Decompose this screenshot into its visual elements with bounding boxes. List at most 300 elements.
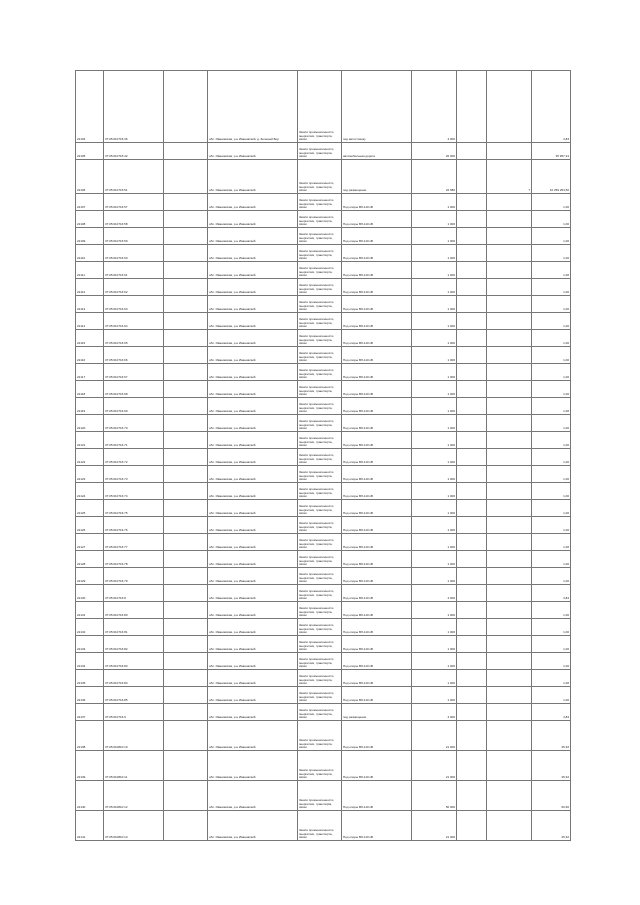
val-cell (457, 398, 487, 415)
table-row (76, 245, 571, 262)
use-cell: Под опоры ВЛ-110 кВ (342, 636, 412, 653)
last-cell: 1,00 (532, 313, 571, 330)
area-cell: 21 000 (412, 811, 457, 841)
id-cell: 22137 (76, 704, 104, 721)
table-row (76, 500, 571, 517)
id-cell: 22110 (76, 245, 104, 262)
last-cell: 1,00 (532, 398, 571, 415)
area-cell: 1 000 (412, 551, 457, 568)
val-cell (457, 619, 487, 636)
cad-cell: 37:05:010716:75 (104, 500, 164, 517)
addr-cell: обл. Ивановская, р-н Ивановский (208, 143, 298, 160)
table-row (76, 670, 571, 687)
addr-cell: обл. Ивановская, р-н Ивановский (208, 704, 298, 721)
val-cell (457, 381, 487, 398)
val-cell (457, 653, 487, 670)
cad-cell: 37:05:010716:63 (104, 296, 164, 313)
cad-cell: 37:05:010715:42 (104, 143, 164, 160)
cad-cell: 37:05:010716:82 (104, 636, 164, 653)
empty-cell (164, 721, 208, 751)
addr-cell: обл. Ивановская, р-н Ивановский (208, 721, 298, 751)
table-row (76, 296, 571, 313)
id-cell: 22112 (76, 279, 104, 296)
last-cell: 4,84 (532, 704, 571, 721)
area-cell: 22 580 (412, 160, 457, 194)
val-cell (457, 811, 487, 841)
table-row (76, 781, 571, 811)
val-cell (457, 751, 487, 781)
empty-cell (164, 619, 208, 636)
category-cell: Земли промышленности, энергетики, транспорта, связи (298, 704, 342, 721)
id-cell: 22119 (76, 398, 104, 415)
empty-cell (164, 364, 208, 381)
table-row (76, 160, 571, 194)
last-cell: 1,00 (532, 245, 571, 262)
id-cell: 22124 (76, 483, 104, 500)
category-cell: Земли промышленности, энергетики, транспорта, связи (298, 687, 342, 704)
use-cell: Под опоры ВЛ-110 кВ (342, 619, 412, 636)
area-cell: 1 000 (412, 279, 457, 296)
val-cell (457, 687, 487, 704)
extra-cell (487, 296, 532, 313)
extra-cell (487, 245, 532, 262)
cad-cell: 37:05:010716:65 (104, 330, 164, 347)
last-cell: 60,60 (532, 781, 571, 811)
use-cell: Под опоры ВЛ-110 кВ (342, 228, 412, 245)
last-cell: 1,00 (532, 194, 571, 211)
last-cell: 1,00 (532, 568, 571, 585)
category-cell: Земли промышленности, энергетики, транспорта, связи (298, 160, 342, 194)
area-cell: 1 000 (412, 415, 457, 432)
val-cell (457, 160, 487, 194)
table-row (76, 568, 571, 585)
id-cell: 22113 (76, 296, 104, 313)
empty-cell (164, 534, 208, 551)
table-row (76, 687, 571, 704)
extra-cell (487, 330, 532, 347)
empty-cell (164, 432, 208, 449)
category-cell: Земли промышленности, энергетики, транспорта, связи (298, 71, 342, 143)
use-cell: Под опоры ВЛ-110 кВ (342, 687, 412, 704)
category-cell: Земли промышленности, энергетики, транспорта, связи (298, 398, 342, 415)
area-cell: 21 000 (412, 721, 457, 751)
addr-cell: обл. Ивановская, р-н Ивановский (208, 751, 298, 781)
cad-cell: 37:05:010810:12 (104, 781, 164, 811)
table-row (76, 228, 571, 245)
use-cell: Под опоры ВЛ-110 кВ (342, 653, 412, 670)
category-cell: Земли промышленности, энергетики, транспорта, связи (298, 313, 342, 330)
cad-cell: 37:05:010716:84 (104, 670, 164, 687)
use-cell: Под опоры ВЛ-110 кВ (342, 670, 412, 687)
last-cell: 1,00 (532, 517, 571, 534)
empty-cell (164, 449, 208, 466)
val-cell (457, 211, 487, 228)
empty-cell (164, 781, 208, 811)
val-cell (457, 704, 487, 721)
table-row (76, 551, 571, 568)
cad-cell: 37:05:010716:70 (104, 415, 164, 432)
val-cell (457, 585, 487, 602)
val-cell (457, 262, 487, 279)
category-cell: Земли промышленности, энергетики, транспорта, связи (298, 211, 342, 228)
area-cell: 1 000 (412, 211, 457, 228)
addr-cell: обл. Ивановская, р-н Ивановский (208, 653, 298, 670)
table-row (76, 398, 571, 415)
table-row (76, 751, 571, 781)
addr-cell: обл. Ивановская, р-н Ивановский (208, 534, 298, 551)
cad-cell: 37:05:010716:69 (104, 398, 164, 415)
id-cell: 22116 (76, 347, 104, 364)
extra-cell (487, 585, 532, 602)
id-cell: 22127 (76, 534, 104, 551)
last-cell: 1,00 (532, 296, 571, 313)
extra-cell (487, 432, 532, 449)
area-cell: 1 000 (412, 262, 457, 279)
id-cell: 22114 (76, 313, 104, 330)
empty-cell (164, 279, 208, 296)
extra-cell (487, 211, 532, 228)
category-cell: Земли промышленности, энергетики, транспорта, связи (298, 415, 342, 432)
area-cell: 1 000 (412, 194, 457, 211)
area-cell: 1 000 (412, 602, 457, 619)
use-cell: Под опоры ВЛ-110 кВ (342, 721, 412, 751)
cad-cell: 37:05:010716:81 (104, 619, 164, 636)
last-cell: 1,00 (532, 228, 571, 245)
category-cell: Земли промышленности, энергетики, транспорта, связи (298, 636, 342, 653)
area-cell: 1 000 (412, 619, 457, 636)
table-row (76, 313, 571, 330)
empty-cell (164, 313, 208, 330)
area-cell: 4 000 (412, 585, 457, 602)
id-cell: 22122 (76, 449, 104, 466)
use-cell: Под опоры ВЛ-110 кВ (342, 781, 412, 811)
id-cell: 22133 (76, 636, 104, 653)
id-cell: 22140 (76, 781, 104, 811)
extra-cell (487, 534, 532, 551)
use-cell: Под опоры ВЛ-110 кВ (342, 364, 412, 381)
area-cell: 1 000 (412, 687, 457, 704)
id-cell: 22115 (76, 330, 104, 347)
id-cell: 22126 (76, 517, 104, 534)
cad-cell: 37:05:010716:78 (104, 551, 164, 568)
use-cell: Под опоры ВЛ-110 кВ (342, 381, 412, 398)
table-row (76, 364, 571, 381)
use-cell: под размещение (342, 160, 412, 194)
area-cell: 1 000 (412, 432, 457, 449)
val-cell (457, 313, 487, 330)
category-cell: Земли промышленности, энергетики, транспорта, связи (298, 653, 342, 670)
use-cell: Под опоры ВЛ-110 кВ (342, 568, 412, 585)
extra-cell (487, 398, 532, 415)
addr-cell: обл. Ивановская, р-н Ивановский (208, 483, 298, 500)
empty-cell (164, 143, 208, 160)
last-cell: 25,32 (532, 721, 571, 751)
id-cell: 22132 (76, 619, 104, 636)
extra-cell (487, 670, 532, 687)
category-cell: Земли промышленности, энергетики, транспорта, связи (298, 279, 342, 296)
last-cell: 1,00 (532, 619, 571, 636)
extra-cell (487, 194, 532, 211)
table-row (76, 415, 571, 432)
cad-cell: 37:05:010716:61 (104, 262, 164, 279)
extra-cell (487, 228, 532, 245)
last-cell: 1,00 (532, 653, 571, 670)
use-cell: Под опоры ВЛ-110 кВ (342, 585, 412, 602)
last-cell: 1,00 (532, 636, 571, 653)
cad-cell: 37:05:010716:72 (104, 449, 164, 466)
addr-cell: обл. Ивановская, р-н Ивановский (208, 364, 298, 381)
extra-cell (487, 279, 532, 296)
extra-cell (487, 483, 532, 500)
area-cell: 1 000 (412, 636, 457, 653)
cad-cell: 37:05:010716:66 (104, 347, 164, 364)
category-cell: Земли промышленности, энергетики, транспорта, связи (298, 517, 342, 534)
register-sheet (75, 70, 570, 841)
val-cell (457, 432, 487, 449)
area-cell: 1 000 (412, 449, 457, 466)
extra-cell (487, 364, 532, 381)
category-cell: Земли промышленности, энергетики, транспорта, связи (298, 245, 342, 262)
category-cell: Земли промышленности, энергетики, транспорта, связи (298, 194, 342, 211)
addr-cell: обл. Ивановская, р-н Ивановский (208, 398, 298, 415)
empty-cell (164, 687, 208, 704)
table-row (76, 449, 571, 466)
use-cell: под размещение (342, 704, 412, 721)
cad-cell: 37:05:010810:11 (104, 751, 164, 781)
addr-cell: обл. Ивановская, р-н Ивановский (208, 670, 298, 687)
last-cell: 1,00 (532, 381, 571, 398)
id-cell: 22134 (76, 653, 104, 670)
category-cell: Земли промышленности, энергетики, транспорta, связи (298, 781, 342, 811)
use-cell: Под опоры ВЛ-110 кВ (342, 534, 412, 551)
category-cell: Земли промышленности, энергетики, транспорта, связи (298, 364, 342, 381)
category-cell: Земли промышленности, энергетики, транспорта, связи (298, 568, 342, 585)
use-cell: Под опоры ВЛ-110 кВ (342, 330, 412, 347)
empty-cell (164, 517, 208, 534)
last-cell: 35 957,34 (532, 143, 571, 160)
category-cell: Земли промышленности, энергетики, транспорта, связи (298, 483, 342, 500)
id-cell: 22109 (76, 228, 104, 245)
id-cell: 22139 (76, 751, 104, 781)
empty-cell (164, 71, 208, 143)
last-cell: 10 259 254,56 (532, 160, 571, 194)
table-row (76, 330, 571, 347)
addr-cell: обл. Ивановская, р-н Ивановский (208, 636, 298, 653)
extra-cell (487, 636, 532, 653)
empty-cell (164, 602, 208, 619)
last-cell: 1,00 (532, 483, 571, 500)
extra-cell (487, 71, 532, 143)
use-cell: Под опоры ВЛ-110 кВ (342, 751, 412, 781)
category-cell: Земли промышленности, энергетики, транспорта, связи (298, 228, 342, 245)
val-cell (457, 279, 487, 296)
addr-cell: обл. Ивановская, р-н Ивановский (208, 211, 298, 228)
extra-cell (487, 781, 532, 811)
table-row (76, 653, 571, 670)
cad-cell: 37:05:010716:60 (104, 245, 164, 262)
empty-cell (164, 245, 208, 262)
id-cell: 22136 (76, 687, 104, 704)
category-cell: Земли промышленности, энергетики, транспорта, связи (298, 381, 342, 398)
cad-cell: 37:05:010716:8 (104, 585, 164, 602)
last-cell: 1,00 (532, 500, 571, 517)
category-cell: Земли промышленности, энергетики, транспорта, связи (298, 811, 342, 841)
cad-cell: 37:05:010716:76 (104, 517, 164, 534)
cad-cell: 37:05:010716:59 (104, 228, 164, 245)
addr-cell: обл. Ивановская, р-н Ивановский (208, 347, 298, 364)
addr-cell: обл. Ивановская, р-н Ивановский (208, 296, 298, 313)
id-cell: 22123 (76, 466, 104, 483)
val-cell (457, 781, 487, 811)
addr-cell: обл. Ивановская, р-н Ивановский (208, 585, 298, 602)
area-cell: 1 000 (412, 466, 457, 483)
empty-cell (164, 262, 208, 279)
cad-cell: 37:05:010716:71 (104, 432, 164, 449)
table-row (76, 432, 571, 449)
empty-cell (164, 296, 208, 313)
area-cell: 4 000 (412, 71, 457, 143)
category-cell: Земли промышленности, энергетики, транспорта, связи (298, 262, 342, 279)
extra-cell (487, 687, 532, 704)
addr-cell: обл. Ивановская, р-н Ивановский (208, 330, 298, 347)
empty-cell (164, 636, 208, 653)
id-cell: 22128 (76, 551, 104, 568)
id-cell: 22135 (76, 670, 104, 687)
last-cell: 4,84 (532, 585, 571, 602)
val-cell (457, 670, 487, 687)
category-cell: Земли промышленности, энергетики, транспорта, связи (298, 143, 342, 160)
val-cell (457, 449, 487, 466)
cad-cell: 37:05:010716:85 (104, 687, 164, 704)
addr-cell: обл. Ивановская, р-н Ивановский (208, 262, 298, 279)
cad-cell: 37:05:010716:62 (104, 279, 164, 296)
last-cell: 1,00 (532, 551, 571, 568)
extra-cell: 7 (487, 160, 532, 194)
table-row (76, 381, 571, 398)
extra-cell (487, 347, 532, 364)
val-cell (457, 636, 487, 653)
category-cell: Земли промышленности, энергетики, транспорта, связи (298, 585, 342, 602)
val-cell (457, 143, 487, 160)
category-cell: Земли промышленности, энергетики, транспорта, связи (298, 670, 342, 687)
extra-cell (487, 262, 532, 279)
val-cell (457, 551, 487, 568)
val-cell (457, 466, 487, 483)
val-cell (457, 602, 487, 619)
addr-cell: обл. Ивановская, р-н Ивановский (208, 194, 298, 211)
last-cell: 4,84 (532, 71, 571, 143)
addr-cell: обл. Ивановская, р-н Ивановский, д. Зеленый Бор (208, 71, 298, 143)
area-cell: 1 000 (412, 313, 457, 330)
empty-cell (164, 347, 208, 364)
val-cell (457, 483, 487, 500)
empty-cell (164, 398, 208, 415)
val-cell (457, 347, 487, 364)
empty-cell (164, 483, 208, 500)
use-cell: Под опоры ВЛ-110 кВ (342, 194, 412, 211)
last-cell: 1,00 (532, 432, 571, 449)
category-cell: Земли промышленности, энергетики, транспорта, связи (298, 500, 342, 517)
use-cell: Под опоры ВЛ-110 кВ (342, 398, 412, 415)
table-row (76, 279, 571, 296)
use-cell: Под опоры ВЛ-110 кВ (342, 551, 412, 568)
last-cell: 1,00 (532, 211, 571, 228)
area-cell: 1 000 (412, 534, 457, 551)
addr-cell: обл. Ивановская, р-н Ивановский (208, 449, 298, 466)
id-cell: 22129 (76, 568, 104, 585)
use-cell: Под опоры ВЛ-110 кВ (342, 245, 412, 262)
area-cell: 1 000 (412, 228, 457, 245)
area-cell: 1 000 (412, 517, 457, 534)
addr-cell: обл. Ивановская, р-н Ивановский (208, 415, 298, 432)
extra-cell (487, 704, 532, 721)
use-cell: Под опоры ВЛ-110 кВ (342, 449, 412, 466)
area-cell: 1 000 (412, 381, 457, 398)
table-row (76, 466, 571, 483)
land-register-table (75, 70, 571, 841)
addr-cell: обл. Ивановская, р-н Ивановский (208, 687, 298, 704)
cad-cell: 37:05:010716:83 (104, 653, 164, 670)
area-cell: 1 000 (412, 330, 457, 347)
cad-cell: 37:05:010716:68 (104, 381, 164, 398)
cad-cell: 37:05:010716:79 (104, 568, 164, 585)
last-cell: 1,00 (532, 466, 571, 483)
last-cell: 25,32 (532, 751, 571, 781)
empty-cell (164, 551, 208, 568)
addr-cell: обл. Ивановская, р-н Ивановский (208, 500, 298, 517)
use-cell: Под опоры ВЛ-110 кВ (342, 811, 412, 841)
val-cell (457, 330, 487, 347)
extra-cell (487, 517, 532, 534)
last-cell: 1,00 (532, 279, 571, 296)
area-cell: 1 000 (412, 568, 457, 585)
val-cell (457, 517, 487, 534)
id-cell: 22131 (76, 602, 104, 619)
addr-cell: обл. Ивановская, р-н Ивановский (208, 551, 298, 568)
table-row (76, 71, 571, 143)
addr-cell: обл. Ивановская, р-н Ивановский (208, 619, 298, 636)
category-cell: Земли промышленности, энергетики, транспорта, связи (298, 449, 342, 466)
area-cell: 1 000 (412, 483, 457, 500)
addr-cell: обл. Ивановская, р-н Ивановский (208, 517, 298, 534)
table-row (76, 517, 571, 534)
id-cell: 22111 (76, 262, 104, 279)
empty-cell (164, 704, 208, 721)
val-cell (457, 228, 487, 245)
use-cell: Под опоры ВЛ-110 кВ (342, 517, 412, 534)
category-cell: Земли промышленности, энергетики, транспорта, связи (298, 347, 342, 364)
use-cell: Под опоры ВЛ-110 кВ (342, 466, 412, 483)
cad-cell: 37:05:010716:77 (104, 534, 164, 551)
area-cell: 1 000 (412, 296, 457, 313)
table-row (76, 211, 571, 228)
category-cell: Земли промышленности, энергетики, транспорта, связи (298, 296, 342, 313)
extra-cell (487, 653, 532, 670)
val-cell (457, 194, 487, 211)
category-cell: Земли промышленности, энергетики, транспорта, связи (298, 551, 342, 568)
val-cell (457, 534, 487, 551)
addr-cell: обл. Ивановская, р-н Ивановский (208, 432, 298, 449)
last-cell: 1,00 (532, 687, 571, 704)
empty-cell (164, 194, 208, 211)
addr-cell: обл. Ивановская, р-н Ивановский (208, 279, 298, 296)
category-cell: Земли промышленности, энергетики, транспорта, связи (298, 751, 342, 781)
id-cell: 22120 (76, 415, 104, 432)
use-cell: Под опоры ВЛ-110 кВ (342, 262, 412, 279)
id-cell: 22130 (76, 585, 104, 602)
extra-cell (487, 381, 532, 398)
table-row (76, 704, 571, 721)
